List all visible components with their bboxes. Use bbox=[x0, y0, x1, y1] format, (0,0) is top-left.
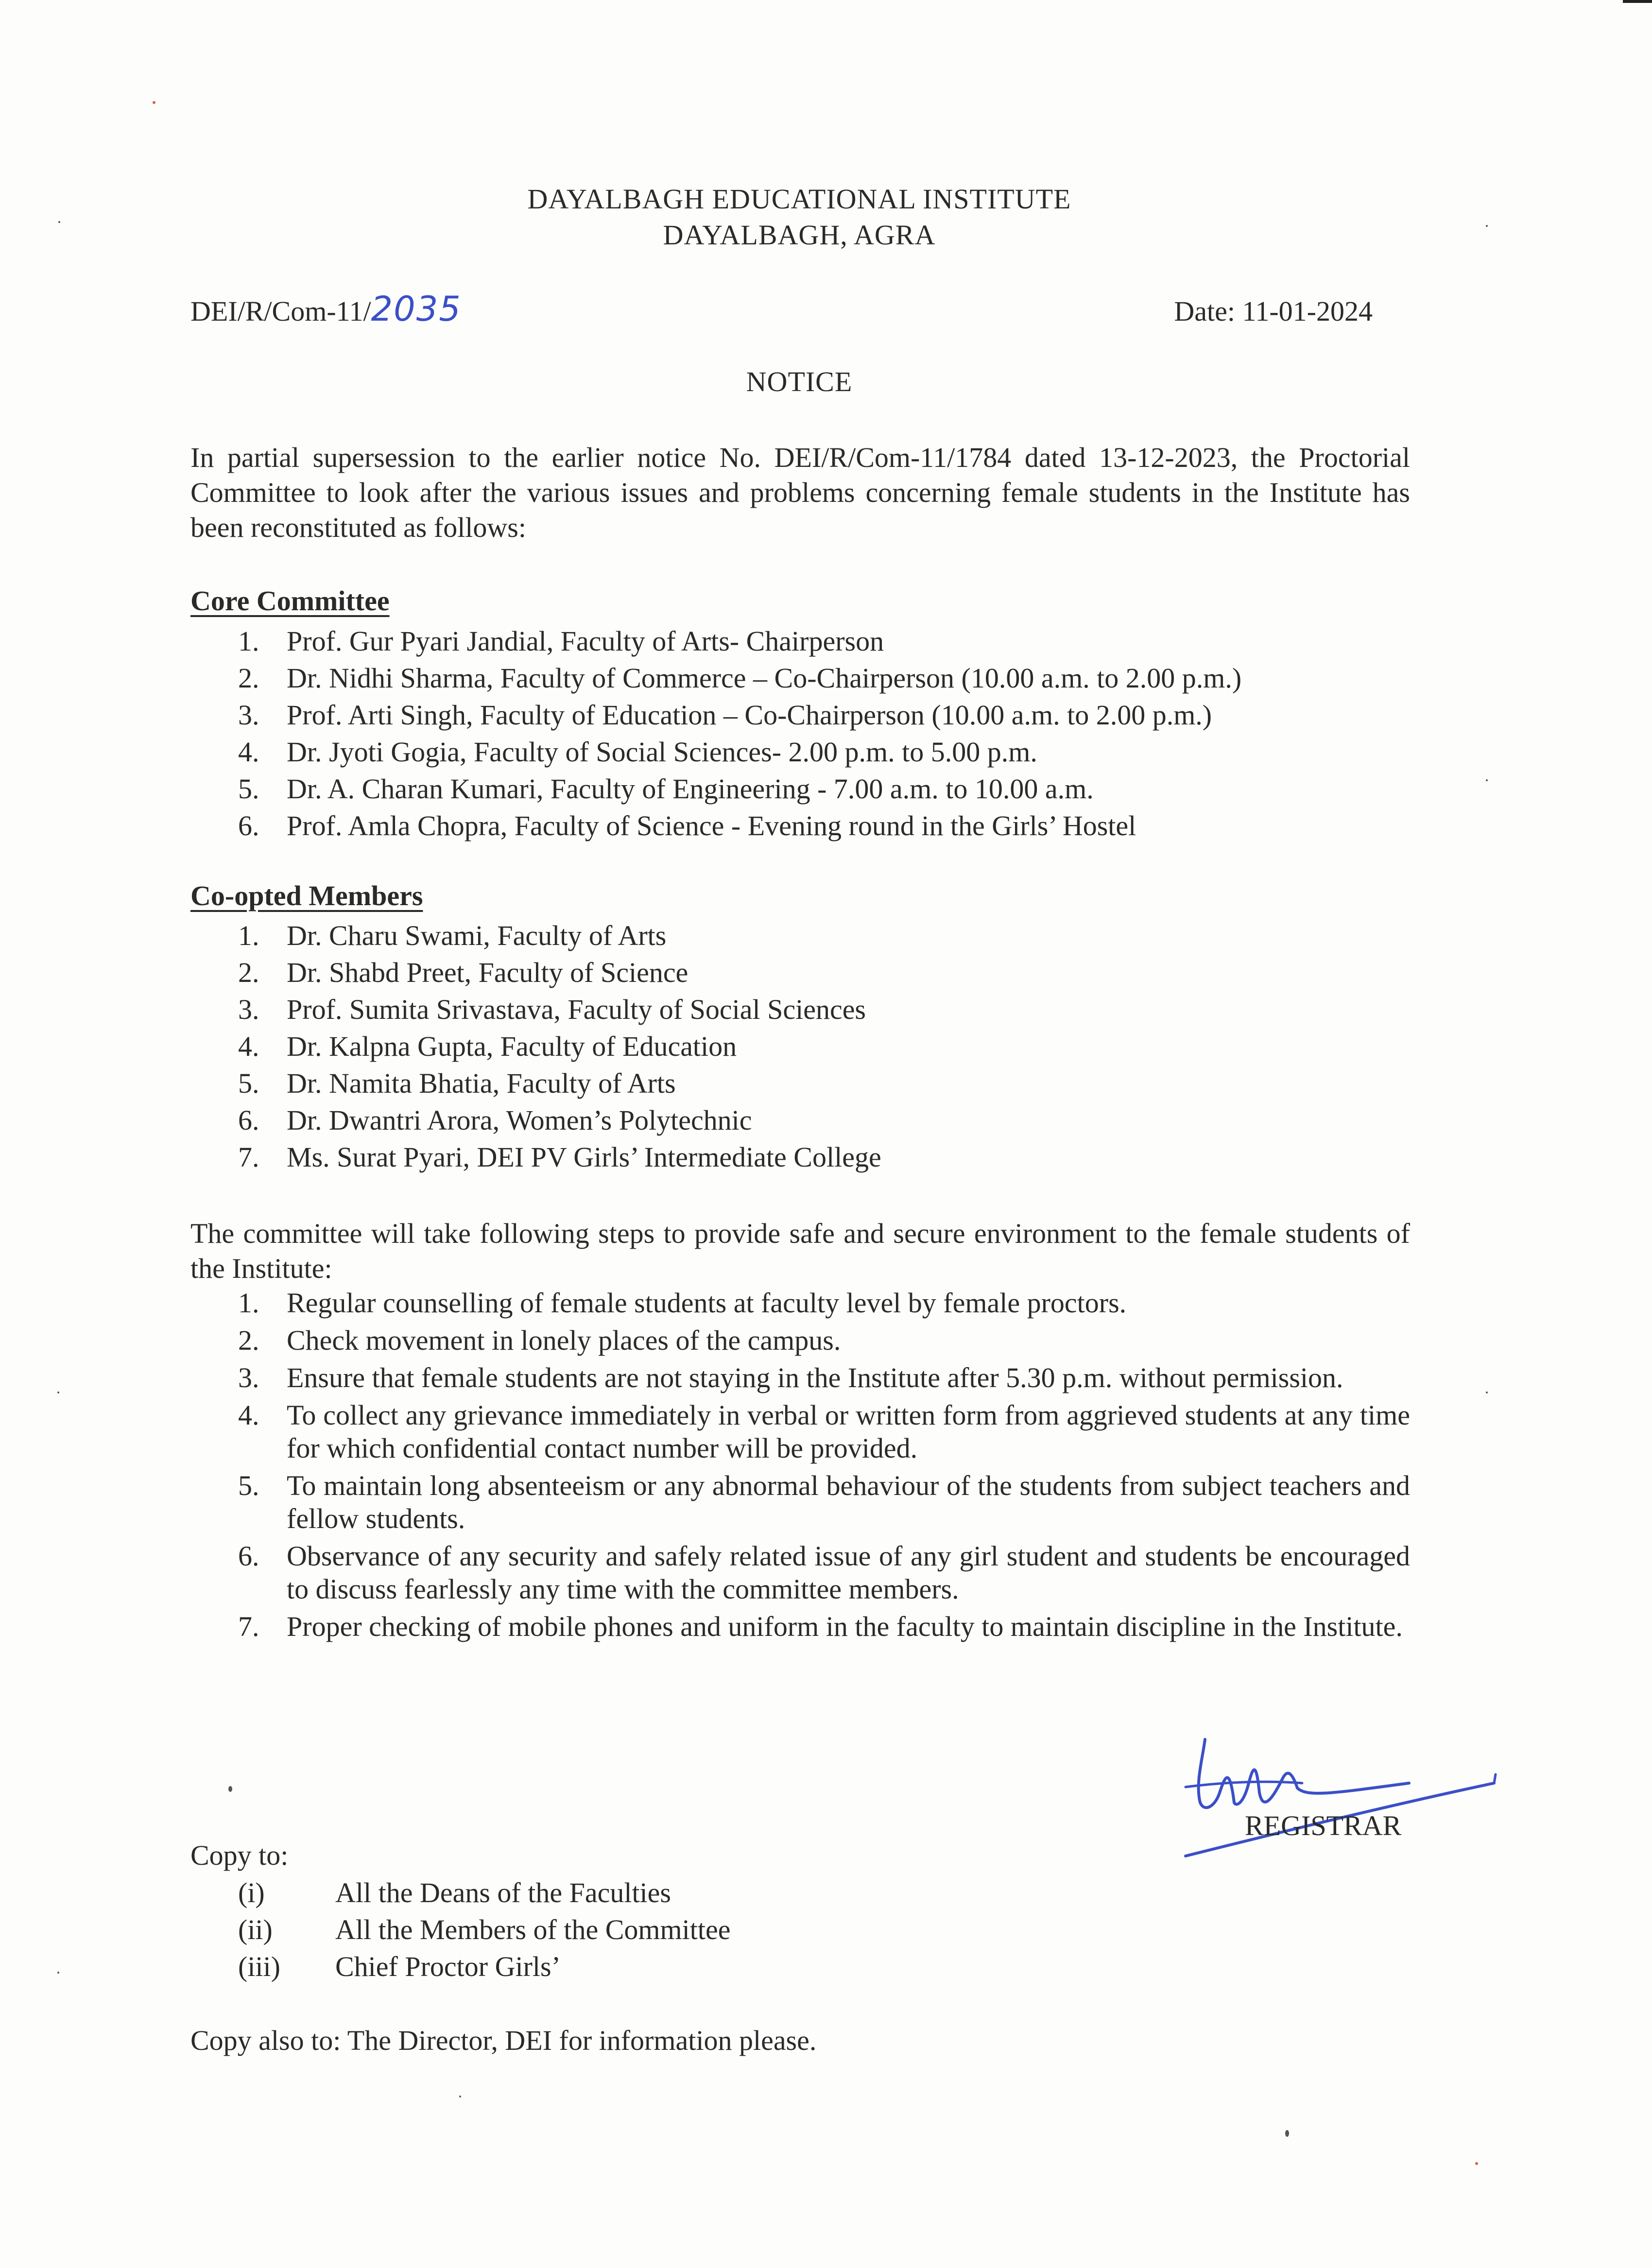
copy-recipient-text: All the Members of the Committee bbox=[335, 1914, 731, 1945]
reference-prefix: DEI/R/Com-11/ bbox=[190, 295, 371, 327]
step-item bbox=[0, 1399, 1410, 1465]
core-committee-heading: Core Committee bbox=[190, 585, 390, 617]
core-member-number: 6. bbox=[238, 810, 259, 842]
scan-edge-mark bbox=[1623, 0, 1652, 15]
core-member-text: Dr. A. Charan Kumari, Faculty of Engineering - 7.00 a.m. to 10.00 a.m. bbox=[287, 773, 1094, 805]
core-member-text: Dr. Jyoti Gogia, Faculty of Social Sciences- 2.00 p.m. to 5.00 p.m. bbox=[287, 736, 1037, 768]
scan-speck bbox=[1285, 2130, 1289, 2137]
core-member bbox=[0, 734, 1410, 771]
step-item-number: 4. bbox=[238, 1399, 259, 1431]
coopted-heading: Co-opted Members bbox=[190, 880, 423, 911]
coopted-member-number: 6. bbox=[238, 1104, 259, 1136]
core-member-text: Dr. Nidhi Sharma, Faculty of Commerce – Co-Chairperson (10.00 a.m. to 2.00 p.m.) bbox=[287, 662, 1242, 694]
coopted-member-number: 3. bbox=[238, 994, 259, 1025]
coopted-member-text: Dr. Charu Swami, Faculty of Arts bbox=[287, 920, 667, 951]
coopted-member-number: 2. bbox=[238, 957, 259, 988]
step-item-text: Regular counselling of female students at faculty level by female proctors. bbox=[287, 1287, 1127, 1319]
copy-recipient-number: (iii) bbox=[238, 1951, 280, 1982]
scan-speck bbox=[58, 221, 60, 223]
core-member-text: Prof. Amla Chopra, Faculty of Science - Evening round in the Girls’ Hostel bbox=[287, 810, 1136, 842]
institute-name: DAYALBAGH EDUCATIONAL INSTITUTE bbox=[527, 183, 1071, 215]
coopted-member-number: 5. bbox=[238, 1067, 259, 1099]
core-member-number: 2. bbox=[238, 662, 259, 694]
core-member bbox=[0, 660, 1410, 697]
copy-to-label: Copy to: bbox=[190, 1839, 289, 1871]
core-member-number: 5. bbox=[238, 773, 259, 805]
copy-also-line: Copy also to: The Director, DEI for information please. bbox=[190, 2025, 817, 2056]
step-item-text: To collect any grievance immediately in verbal or written form from aggrieved students at any time for which confidential contact number will be provided. bbox=[287, 1399, 1410, 1464]
coopted-member-number: 4. bbox=[238, 1031, 259, 1062]
step-item bbox=[0, 1361, 1410, 1394]
step-item-number: 2. bbox=[238, 1324, 259, 1356]
copy-recipient-number: (i) bbox=[238, 1877, 265, 1908]
coopted-member bbox=[0, 1065, 1410, 1102]
copy-recipient bbox=[0, 1874, 1459, 1911]
step-item-number: 5. bbox=[238, 1470, 259, 1501]
coopted-member-text: Dr. Kalpna Gupta, Faculty of Education bbox=[287, 1031, 737, 1062]
copy-recipient bbox=[0, 1911, 1459, 1948]
registrar-signature bbox=[1176, 1730, 1506, 1875]
coopted-member bbox=[0, 1028, 1410, 1065]
scan-speck bbox=[57, 1392, 59, 1393]
step-item bbox=[0, 1287, 1410, 1320]
copy-to-list bbox=[0, 1874, 1652, 1985]
core-member-text: Prof. Gur Pyari Jandial, Faculty of Arts- Chairperson bbox=[287, 625, 884, 657]
step-item bbox=[0, 1540, 1410, 1606]
institute-location: DAYALBAGH, AGRA bbox=[663, 219, 936, 251]
scan-speck bbox=[1486, 779, 1488, 781]
steps-intro: The committee will take following steps to provide safe and secure environment to the female students of the Institute: bbox=[190, 1218, 1410, 1284]
core-member bbox=[0, 697, 1410, 734]
step-item-text: Ensure that female students are not staying in the Institute after 5.30 p.m. without permission. bbox=[287, 1362, 1343, 1393]
core-member-text: Prof. Arti Singh, Faculty of Education – Co-Chairperson (10.00 a.m. to 2.00 p.m.) bbox=[287, 699, 1212, 731]
coopted-member bbox=[0, 1139, 1410, 1176]
coopted-member bbox=[0, 991, 1410, 1028]
step-item-text: To maintain long absenteeism or any abnormal behaviour of the students from subject teachers and fellow students. bbox=[287, 1470, 1410, 1534]
scan-speck bbox=[459, 2096, 461, 2097]
steps-list bbox=[0, 1287, 1652, 1643]
scan-speck bbox=[57, 1972, 59, 1974]
core-member-number: 1. bbox=[238, 625, 259, 657]
scan-speck bbox=[1475, 2162, 1478, 2165]
coopted-member-text: Dr. Dwantri Arora, Women’s Polytechnic bbox=[287, 1104, 752, 1136]
notice-date: Date: 11-01-2024 bbox=[1174, 295, 1373, 327]
coopted-member-text: Dr. Namita Bhatia, Faculty of Arts bbox=[287, 1067, 676, 1099]
coopted-member-number: 7. bbox=[238, 1141, 259, 1173]
scan-speck bbox=[228, 1786, 232, 1792]
core-committee-list bbox=[0, 623, 1652, 844]
notice-title: NOTICE bbox=[746, 366, 853, 397]
coopted-member-text: Prof. Sumita Srivastava, Faculty of Social Sciences bbox=[287, 994, 866, 1025]
core-member-number: 3. bbox=[238, 699, 259, 731]
signatory-title: REGISTRAR bbox=[1245, 1810, 1402, 1841]
scan-speck bbox=[1486, 225, 1488, 227]
coopted-member-number: 1. bbox=[238, 920, 259, 951]
coopted-member bbox=[0, 1102, 1410, 1139]
core-member-number: 4. bbox=[238, 736, 259, 768]
coopted-member bbox=[0, 954, 1410, 991]
copy-recipient-number: (ii) bbox=[238, 1914, 273, 1945]
step-item-number: 7. bbox=[238, 1611, 259, 1642]
coopted-member-text: Dr. Shabd Preet, Faculty of Science bbox=[287, 957, 688, 988]
core-member bbox=[0, 623, 1410, 660]
handwritten-reference-number: 2035 bbox=[371, 289, 462, 329]
core-member bbox=[0, 771, 1410, 808]
scan-speck bbox=[1486, 1392, 1488, 1393]
reference-number bbox=[190, 289, 462, 329]
step-item-text: Check movement in lonely places of the campus. bbox=[287, 1324, 841, 1356]
intro-paragraph: In partial supersession to the earlier notice No. DEI/R/Com-11/1784 dated 13-12-2023, the Proctorial Committee to look after the various issues and problems concerning female students in the Institute has been reconstituted as follows: bbox=[190, 442, 1410, 543]
coopted-member-text: Ms. Surat Pyari, DEI PV Girls’ Intermediate College bbox=[287, 1141, 881, 1173]
step-item-number: 1. bbox=[238, 1287, 259, 1319]
scan-speck bbox=[153, 101, 155, 104]
copy-recipient-text: All the Deans of the Faculties bbox=[335, 1877, 671, 1908]
coopted-member bbox=[0, 917, 1410, 954]
step-item-text: Observance of any security and safely related issue of any girl student and students be encouraged to discuss fearlessly any time with the committee members. bbox=[287, 1540, 1410, 1605]
step-item bbox=[0, 1469, 1410, 1535]
step-item-text: Proper checking of mobile phones and uniform in the faculty to maintain discipline in the Institute. bbox=[287, 1611, 1403, 1642]
step-item bbox=[0, 1610, 1410, 1643]
step-item bbox=[0, 1324, 1410, 1357]
copy-recipient-text: Chief Proctor Girls’ bbox=[335, 1951, 561, 1982]
step-item-number: 3. bbox=[238, 1362, 259, 1393]
coopted-members-list bbox=[0, 917, 1652, 1176]
core-member bbox=[0, 808, 1410, 844]
step-item-number: 6. bbox=[238, 1540, 259, 1572]
copy-recipient bbox=[0, 1948, 1459, 1985]
